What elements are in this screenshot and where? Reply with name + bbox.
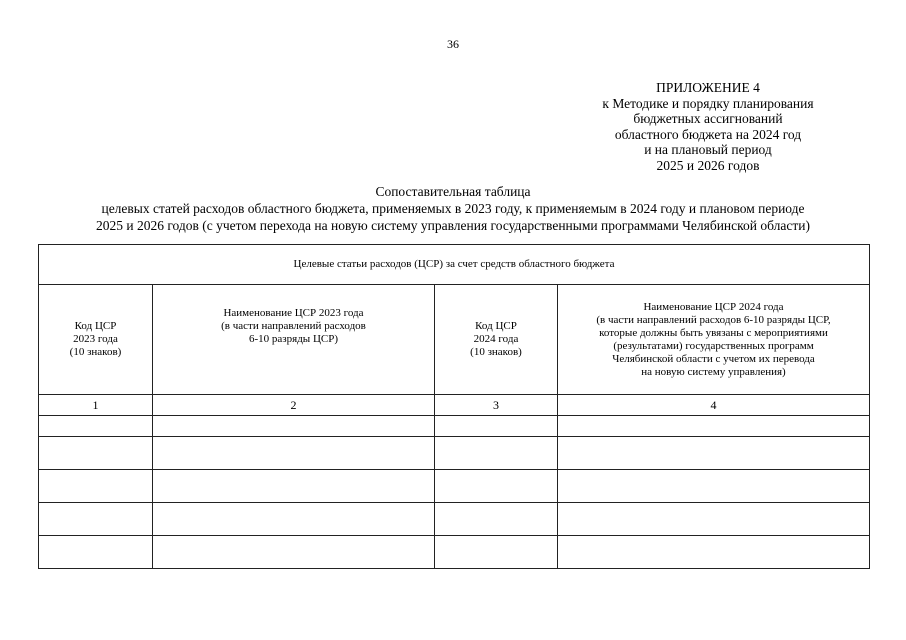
header-line: (10 знаков) <box>470 346 522 358</box>
column-header-2 <box>153 285 435 395</box>
header-line: 2023 года <box>73 333 118 345</box>
appendix-line: областного бюджета на 2024 год <box>614 126 802 142</box>
table-group-header-row <box>39 245 870 285</box>
column-number: 3 <box>435 395 558 416</box>
header-line: Наименование ЦСР 2024 года <box>643 300 784 313</box>
table-cell <box>435 503 558 536</box>
document-title-line: 2025 и 2026 годов (с учетом перехода на новую систему управления государственными программами Челябинской области) <box>95 218 810 233</box>
table-cell <box>39 503 153 536</box>
table-cell <box>435 416 558 437</box>
header-line: (в части направлений расходов 6-10 разряды ЦСР, <box>596 313 831 326</box>
page-number: 36 <box>447 37 459 51</box>
column-number-row <box>39 395 870 416</box>
header-line: (10 знаков) <box>69 346 122 358</box>
column-number: 4 <box>558 395 870 416</box>
header-line: Челябинской области с учетом их перевода <box>612 352 815 365</box>
group-header-cell: Целевые статьи расходов (ЦСР) за счет средств областного бюджета <box>39 245 870 285</box>
table-column-header-row <box>39 285 870 395</box>
column-header-4 <box>558 285 870 395</box>
table-cell <box>558 503 870 536</box>
column-number: 1 <box>39 395 153 416</box>
table-row <box>39 536 870 569</box>
table-row <box>39 437 870 470</box>
header-line: Код ЦСР <box>74 320 117 332</box>
header-line: которые должны быть увязаны с мероприятиями <box>599 326 828 339</box>
table-cell <box>153 503 435 536</box>
header-line: (результатами) государственных программ <box>613 339 814 352</box>
appendix-title: ПРИЛОЖЕНИЕ 4 <box>656 80 760 95</box>
table-cell <box>153 416 435 437</box>
header-line: 2024 года <box>473 333 519 345</box>
column-number: 2 <box>153 395 435 416</box>
header-line: (в части направлений расходов <box>221 320 366 332</box>
table-cell <box>435 536 558 569</box>
table-row <box>39 503 870 536</box>
header-line: Код ЦСР <box>475 320 517 332</box>
table-cell <box>435 470 558 503</box>
appendix-header <box>577 80 839 173</box>
document-title-line: целевых статей расходов областного бюджета, применяемых в 2023 году, к применяемым в 2024 году и плановом периоде <box>101 201 805 216</box>
header-line: Наименование ЦСР 2023 года <box>223 307 364 319</box>
table-row <box>39 470 870 503</box>
appendix-line: и на плановый период <box>644 142 772 157</box>
table-cell <box>153 470 435 503</box>
column-header-3 <box>435 285 558 395</box>
table-row <box>39 416 870 437</box>
appendix-line: к Методике и порядку планирования <box>602 95 814 111</box>
table-cell <box>39 437 153 470</box>
appendix-line: 2025 и 2026 годов <box>656 157 760 173</box>
document-title-line: Сопоставительная таблица <box>375 184 531 199</box>
table-cell <box>558 416 870 437</box>
header-line: на новую систему управления) <box>641 365 786 378</box>
table-cell <box>558 470 870 503</box>
table-cell <box>153 437 435 470</box>
table-cell <box>39 470 153 503</box>
table-cell <box>435 437 558 470</box>
table-cell <box>558 437 870 470</box>
table-cell <box>39 416 153 437</box>
document-title <box>0 183 906 234</box>
table-cell <box>153 536 435 569</box>
column-header-1 <box>39 285 153 395</box>
table-cell <box>558 536 870 569</box>
comparison-table <box>38 244 870 569</box>
appendix-line: бюджетных ассигнований <box>633 111 783 126</box>
table-cell <box>39 536 153 569</box>
header-line: 6-10 разряды ЦСР) <box>249 333 338 345</box>
